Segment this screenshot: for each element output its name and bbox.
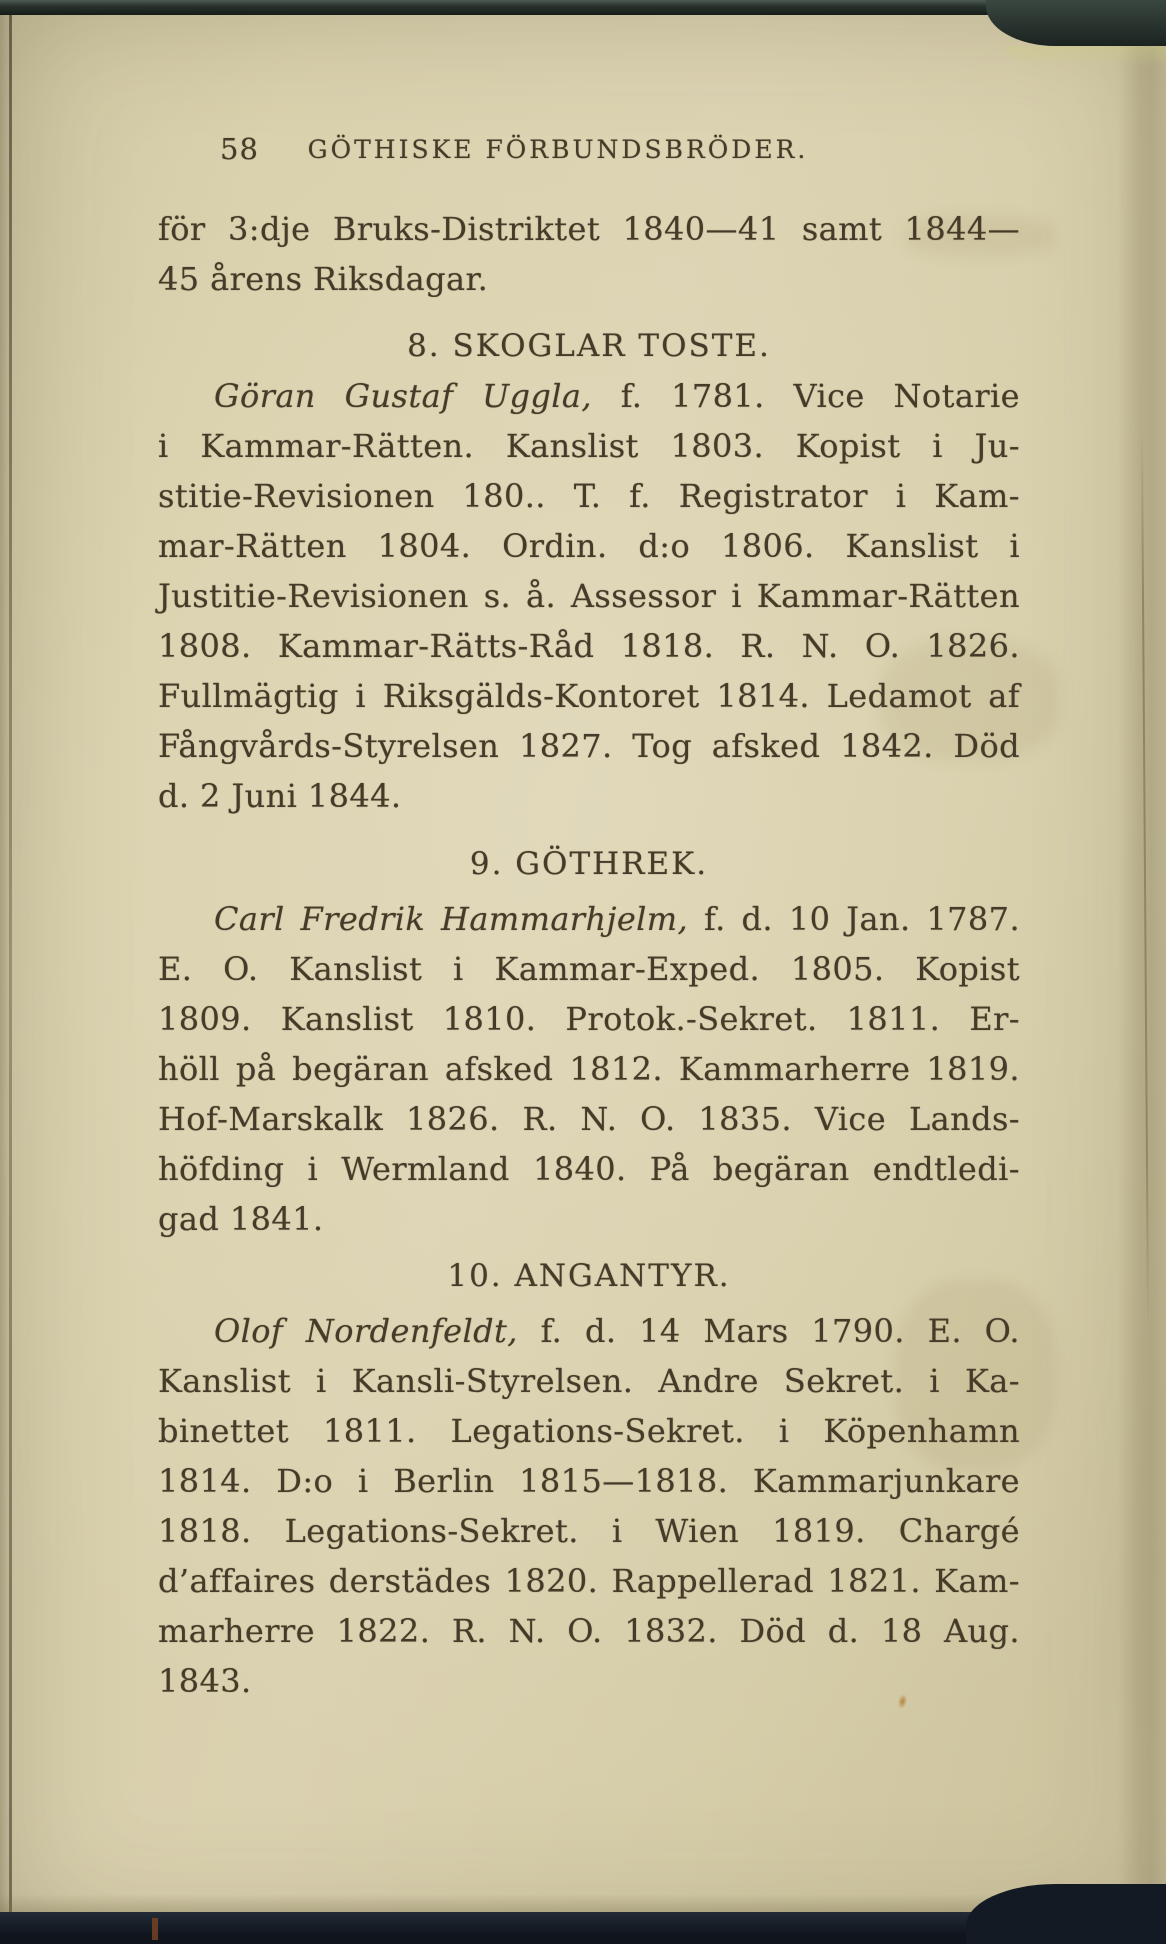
text-line: höll på begäran afsked 1812. Kammarherre 1819. [158, 1050, 1020, 1088]
text-line: gad 1841. [158, 1200, 324, 1238]
scan-debris-speck [152, 1918, 158, 1940]
entry-heading: 9. GÖTHREK. [469, 846, 709, 882]
entry-heading: 8. SKOGLAR TOSTE. [407, 328, 771, 364]
text-line: 1809. Kanslist 1810. Protok.-Sekret. 1811. Er- [158, 1000, 1020, 1038]
running-title: GÖTHISKE FÖRBUNDSBRÖDER. [307, 135, 809, 164]
text-line: mar-Rätten 1804. Ordin. d:o 1806. Kanslist i [158, 527, 1020, 565]
text-line: d’affaires derstädes 1820. Rappellerad 1821. Kam- [158, 1562, 1020, 1600]
text-line: stitie-Revisionen 180.. T. f. Registrator i Kam- [158, 477, 1020, 515]
text-line [158, 372, 1020, 420]
foxing-spot [896, 1693, 908, 1710]
text-line: för 3:dje Bruks-Distriktet 1840—41 samt 1844— [158, 210, 1020, 248]
text-line: E. O. Kanslist i Kammar-Exped. 1805. Kopist [158, 950, 1020, 988]
top-right-scan-corner [986, 0, 1166, 46]
text-line [158, 1307, 1020, 1355]
person-name: Carl Fredrik Hammarhjelm, [214, 900, 689, 938]
text-line: Fångvårds-Styrelsen 1827. Tog afsked 1842. Död [158, 727, 1020, 765]
person-name: Olof Nordenfeldt, [214, 1312, 518, 1350]
text-line: binettet 1811. Legations-Sekret. i Köpenhamn [158, 1412, 1020, 1450]
text-line: 45 årens Riksdagar. [158, 260, 489, 298]
text-line: i Kammar-Rätten. Kanslist 1803. Kopist i Ju- [158, 427, 1020, 465]
text-line: Fullmägtig i Riksgälds-Kontoret 1814. Ledamot af [158, 677, 1020, 715]
person-name: Göran Gustaf Uggla, [214, 377, 592, 415]
entry-heading: 10. ANGANTYR. [447, 1258, 731, 1294]
text-line: 1814. D:o i Berlin 1815—1818. Kammarjunkare [158, 1462, 1020, 1500]
page-number: 58 [220, 132, 259, 166]
top-right-corner-glow [1006, 46, 1166, 68]
text-line: 1843. [158, 1662, 252, 1700]
text-line: Justitie-Revisionen s. å. Assessor i Kammar-Rätten [158, 577, 1020, 615]
text-fragment: f. d. 10 Jan. 1787. [704, 900, 1021, 938]
bottom-right-scan-corner [966, 1884, 1166, 1944]
gutter-shadow-line [9, 15, 12, 1914]
text-line: Kanslist i Kansli-Styrelsen. Andre Sekret. i Ka- [158, 1362, 1020, 1400]
text-line: Hof-Marskalk 1826. R. N. O. 1835. Vice Lands- [158, 1100, 1020, 1138]
text-line [158, 895, 1020, 943]
text-line: marherre 1822. R. N. O. 1832. Död d. 18 Aug. [158, 1612, 1020, 1650]
text-line: 1818. Legations-Sekret. i Wien 1819. Chargé [158, 1512, 1020, 1550]
book-page-edges [1118, 15, 1166, 1904]
text-fragment: f. 1781. Vice Notarie [620, 377, 1020, 415]
text-line: 1808. Kammar-Rätts-Råd 1818. R. N. O. 1826. [158, 627, 1020, 665]
left-page-edge [0, 15, 9, 1914]
text-line: d. 2 Juni 1844. [158, 777, 402, 815]
text-line: höfding i Wermland 1840. På begäran endtledi- [158, 1150, 1020, 1188]
text-fragment: f. d. 14 Mars 1790. E. O. [540, 1312, 1020, 1350]
